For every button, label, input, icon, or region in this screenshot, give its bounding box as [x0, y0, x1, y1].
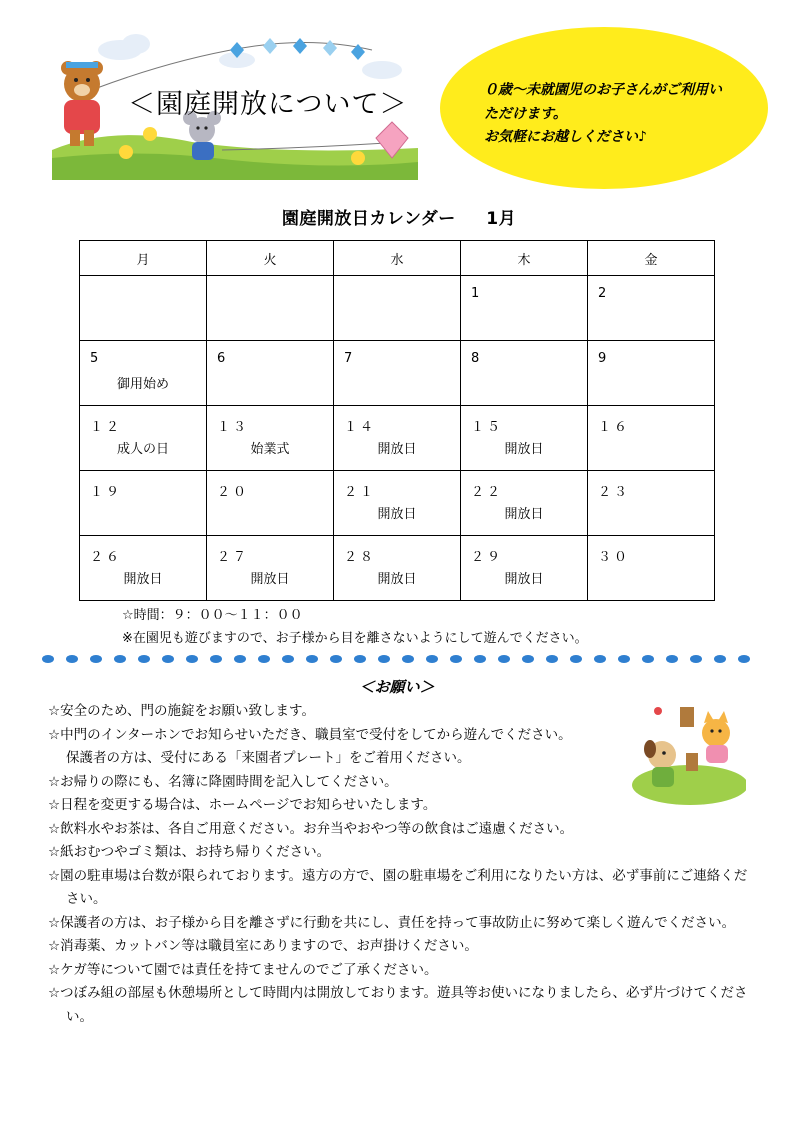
request-item: [48, 982, 750, 1029]
calendar-title-label: 園庭開放日カレンダー: [281, 209, 456, 229]
request-item: [48, 865, 750, 912]
weekday-header-row: [80, 241, 715, 276]
day-number: 5: [90, 351, 102, 366]
divider-dot: [234, 655, 246, 663]
calendar-day-cell: [334, 471, 461, 536]
divider-dot: [42, 655, 54, 663]
calendar-day-cell: [80, 471, 207, 536]
divider-dot: [450, 655, 462, 663]
calendar-day-cell: [80, 341, 207, 406]
divider-dot: [594, 655, 606, 663]
kids-kite-illustration: [628, 697, 746, 805]
calendar-day-cell: [207, 406, 334, 471]
request-item: [48, 959, 750, 983]
day-event: 開放日: [504, 442, 544, 457]
day-number: ２３: [598, 485, 631, 500]
day-event: 始業式: [250, 442, 290, 457]
day-event: 御用始め: [116, 377, 169, 392]
divider-dot: [666, 655, 678, 663]
divider-dot: [258, 655, 270, 663]
notice-line: ０歳～未就園児のお子さんがご利用い: [484, 82, 722, 98]
day-number: ２１: [344, 485, 377, 500]
calendar-day-cell: [588, 406, 715, 471]
notice-line: お気軽にお越しください♪: [484, 129, 647, 145]
day-number: １６: [598, 420, 631, 435]
safety-note: ※在園児も遊びますので、お子様から目を離さないようにして遊んでください。: [122, 631, 588, 646]
calendar-title: [0, 204, 794, 229]
calendar-week-row: [80, 276, 715, 341]
day-number: ３０: [598, 550, 631, 565]
day-number: ２９: [471, 550, 504, 565]
day-event: 成人の日: [116, 442, 169, 457]
calendar-day-cell: [588, 536, 715, 601]
calendar-day-cell: [461, 536, 588, 601]
divider-dot: [570, 655, 582, 663]
day-number: ２０: [217, 485, 250, 500]
divider-dot: [498, 655, 510, 663]
calendar-day-cell: [588, 276, 715, 341]
divider-dot: [642, 655, 654, 663]
calendar-day-cell: [334, 276, 461, 341]
calendar-day-cell: [461, 276, 588, 341]
day-number: １９: [90, 485, 123, 500]
divider-dot: [522, 655, 534, 663]
request-text: ☆中門のインターホンでお知らせいただき、職員室で受付をしてから遊んでください。: [48, 726, 572, 743]
day-number: １４: [344, 420, 377, 435]
divider-dot: [738, 655, 750, 663]
calendar-day-cell: [80, 276, 207, 341]
divider-dot: [618, 655, 630, 663]
notice-line: ただけます。: [484, 105, 567, 122]
day-number: １５: [471, 420, 504, 435]
request-text: ☆紙おむつやゴミ類は、お持ち帰りください。: [48, 844, 331, 860]
day-event: 開放日: [377, 507, 417, 522]
divider-dot: [162, 655, 174, 663]
day-number: １２: [90, 420, 123, 435]
calendar-day-cell: [334, 406, 461, 471]
day-number: １３: [217, 420, 250, 435]
day-number: 2: [598, 286, 610, 301]
calendar-week-row: [80, 536, 715, 601]
divider-dot: [306, 655, 318, 663]
calendar-table: [79, 240, 715, 601]
divider-dot: [402, 655, 414, 663]
divider-dot: [66, 655, 78, 663]
day-number: ２２: [471, 485, 504, 500]
weekday-header: 金: [588, 241, 715, 276]
divider-dot: [186, 655, 198, 663]
divider-dot: [426, 655, 438, 663]
calendar-day-cell: [207, 536, 334, 601]
day-number: 9: [598, 351, 610, 366]
divider-dot: [378, 655, 390, 663]
day-event: 開放日: [377, 572, 417, 587]
notice-text: [484, 79, 722, 150]
weekday-header: 火: [207, 241, 334, 276]
requests-title: ＜お願い＞: [359, 678, 435, 696]
request-text: ☆飲料水やお茶は、各自ご用意ください。お弁当やおやつ等の飲食はご遠慮ください。: [48, 820, 574, 837]
time-note: ☆時間：９：００～１１：００: [122, 608, 303, 623]
divider-dot: [138, 655, 150, 663]
day-event: 開放日: [123, 572, 163, 587]
request-item: [48, 935, 750, 959]
divider-dot: [114, 655, 126, 663]
request-text: ☆ケガ等について園では責任を持てませんのでご了承ください。: [48, 961, 438, 978]
day-event: 開放日: [504, 507, 544, 522]
request-text: ☆保護者の方は、お子様から目を離さずに行動を共にし、責任を持って事故防止に努めて楽しく遊んでください。: [48, 914, 736, 931]
calendar-day-cell: [588, 471, 715, 536]
day-number: ２８: [344, 550, 377, 565]
calendar-day-cell: [461, 471, 588, 536]
divider-dot: [90, 655, 102, 663]
calendar-day-cell: [80, 536, 207, 601]
calendar-day-cell: [334, 536, 461, 601]
day-number: 6: [217, 351, 229, 366]
calendar-day-cell: [588, 341, 715, 406]
calendar-day-cell: [207, 471, 334, 536]
request-subtext: 保護者の方は、受付にある「来園者プレート」をご着用ください。: [66, 750, 471, 766]
divider-dot: [474, 655, 486, 663]
request-text: ☆つぼみ組の部屋も休憩場所として時間内は開放しております。遊具等お使いになりましたら、必ず片づけてください。: [48, 985, 748, 1025]
weekday-header: 月: [80, 241, 207, 276]
request-text: ☆日程を変更する場合は、ホームページでお知らせいたします。: [48, 797, 437, 813]
divider-dot: [354, 655, 366, 663]
divider-dot: [282, 655, 294, 663]
dotted-divider: [40, 652, 752, 666]
calendar-week-row: [80, 471, 715, 536]
divider-dot: [690, 655, 702, 663]
page-title: ＜園庭開放について＞: [128, 89, 408, 120]
request-text: ☆安全のため、門の施錠をお願い致します。: [48, 703, 315, 719]
day-number: 8: [471, 351, 483, 366]
day-event: 開放日: [377, 442, 417, 457]
weekday-header: 木: [461, 241, 588, 276]
request-item: [48, 912, 750, 936]
calendar-day-cell: [334, 341, 461, 406]
day-event: 開放日: [250, 572, 290, 587]
calendar-day-cell: [207, 276, 334, 341]
day-event: 開放日: [504, 572, 544, 587]
calendar-week-row: [80, 406, 715, 471]
calendar-day-cell: [461, 406, 588, 471]
request-text: ☆消毒薬、カットバン等は職員室にありますので、お声掛けください。: [48, 938, 478, 954]
day-number: ２７: [217, 550, 250, 565]
calendar-day-cell: [207, 341, 334, 406]
calendar-day-cell: [80, 406, 207, 471]
cat-icon: [702, 711, 730, 763]
paddle-icon: [680, 707, 694, 727]
day-number: 7: [344, 351, 356, 366]
request-item: [48, 818, 750, 842]
request-item: [48, 841, 750, 865]
day-number: ２６: [90, 550, 123, 565]
divider-dot: [210, 655, 222, 663]
divider-dot: [330, 655, 342, 663]
calendar-week-row: [80, 341, 715, 406]
bee-icon: [654, 707, 662, 715]
calendar-day-cell: [461, 341, 588, 406]
request-text: ☆お帰りの際にも、名簿に降園時間を記入してください。: [48, 773, 398, 790]
calendar-month: 1月: [486, 209, 517, 229]
request-text: ☆園の駐車場は台数が限られております。遠方の方で、園の駐車場をご利用になりたい方は、必ず事前にご連絡ください。: [48, 867, 748, 907]
divider-dot: [714, 655, 726, 663]
divider-dot: [546, 655, 558, 663]
bear-icon: [61, 61, 103, 146]
day-number: 1: [471, 286, 483, 301]
weekday-header: 水: [334, 241, 461, 276]
